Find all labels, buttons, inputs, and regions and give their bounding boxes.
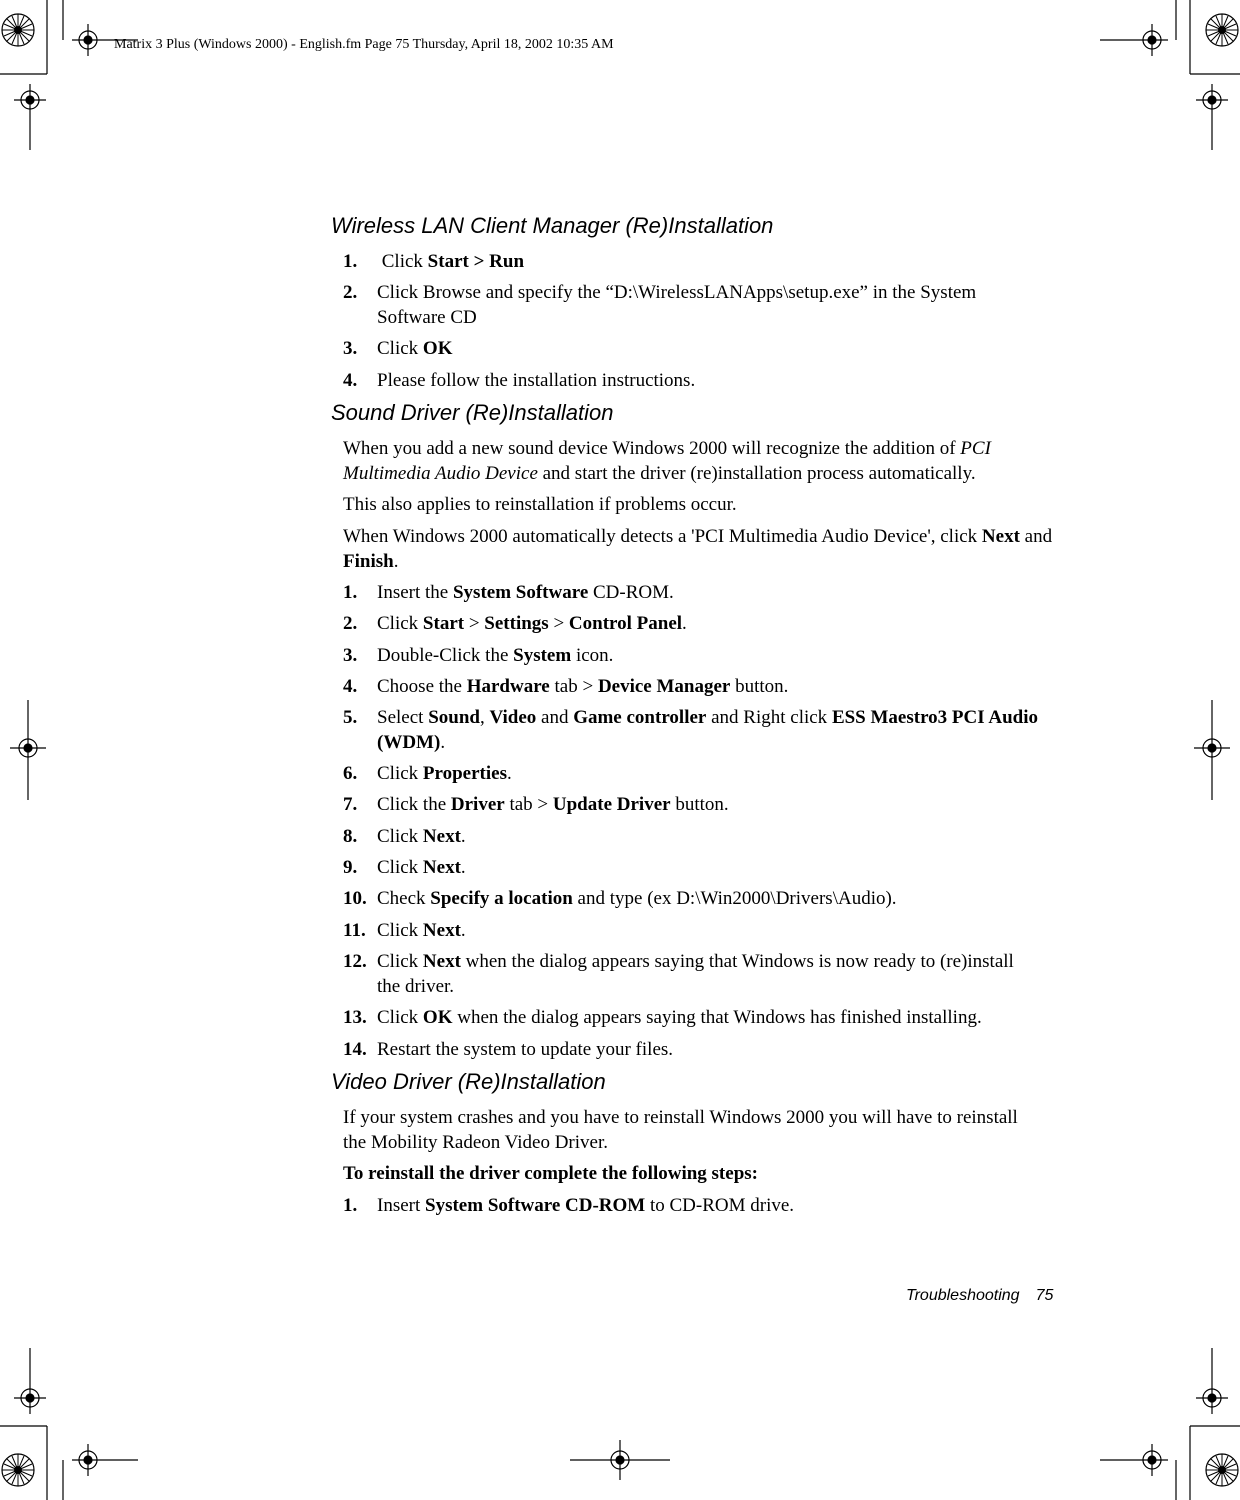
page-number: 75 — [1035, 1287, 1054, 1304]
paragraph: When Windows 2000 automatically detects a 'PCI Multimedia Audio Device', click Next and Finish. — [343, 526, 1053, 572]
paragraph: To reinstall the driver complete the following steps: — [343, 1163, 758, 1184]
heading-wireless-lan: Wireless LAN Client Manager (Re)Installation — [331, 213, 774, 238]
heading-video-driver: Video Driver (Re)Installation — [331, 1069, 606, 1094]
paragraph: This also applies to reinstallation if problems occur. — [343, 494, 737, 515]
paragraph: If your system crashes and you have to reinstall Windows 2000 you will have to reinstall the Mobility Radeon Video Driver. — [343, 1107, 1018, 1153]
page-footer — [906, 1287, 1053, 1305]
footer-section: Troubleshooting — [906, 1287, 1020, 1304]
starburst-icon — [2, 14, 34, 46]
heading-sound-driver: Sound Driver (Re)Installation — [331, 400, 614, 425]
starburst-icon — [2, 1454, 34, 1486]
starburst-icon — [1206, 1454, 1238, 1486]
starburst-icon — [1206, 14, 1238, 46]
file-header: Matrix 3 Plus (Windows 2000) - English.fm Page 75 Thursday, April 18, 2002 10:35 AM — [114, 37, 614, 52]
paragraph: When you add a new sound device Windows 2000 will recognize the addition of PCI Multimedia Audio Device and start the driver (re)installation process automatically. — [343, 438, 991, 484]
